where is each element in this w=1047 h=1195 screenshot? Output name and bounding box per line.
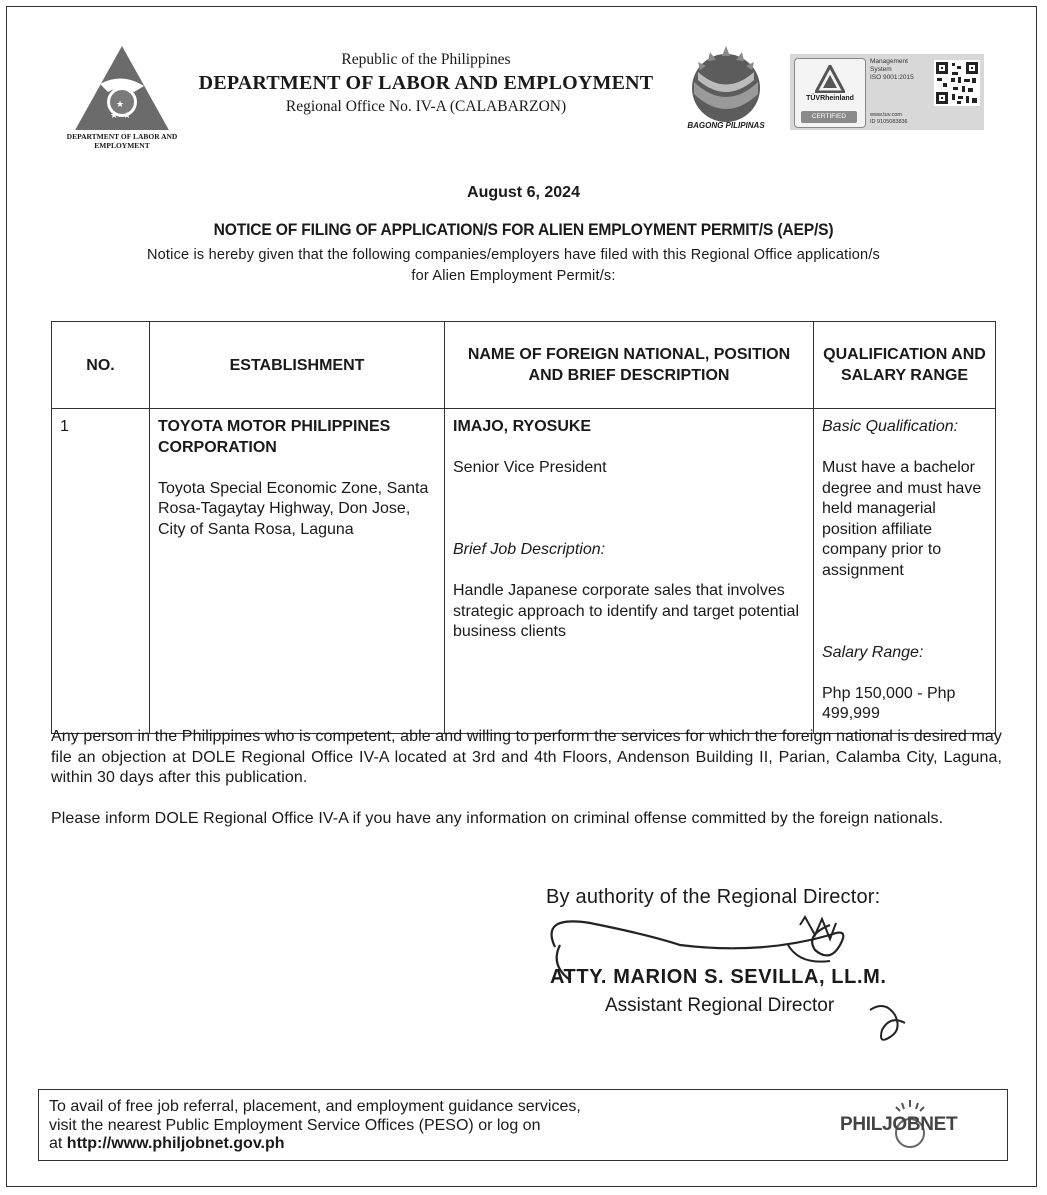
- objection-paragraph: Any person in the Philippines who is competent, able and willing to perform the services for which the foreign national is desired may file an objection at DOLE Regional Office IV-A located at 3rd and 4th Floors, Andenson Building II, Parian, Calamba City, Laguna, within 30 days after this publication.: [51, 728, 1002, 786]
- job-description-label: Brief Job Description:: [453, 541, 606, 558]
- signatory-title: Assistant Regional Director: [605, 995, 835, 1016]
- qualification-cell: [814, 409, 996, 734]
- tuv-certified-label: CERTIFIED: [801, 111, 857, 123]
- bagong-pilipinas-label: BAGONG PILIPINAS: [687, 121, 765, 130]
- aep-table: [51, 321, 996, 734]
- foreign-national-cell: [445, 409, 814, 734]
- qualification-label: Basic Qualification:: [822, 418, 959, 435]
- agency-header: [196, 50, 656, 117]
- authority-line: By authority of the Regional Director:: [546, 886, 881, 908]
- establishment-cell: [150, 409, 445, 734]
- header-no: NO.: [52, 322, 150, 409]
- header-establishment: ESTABLISHMENT: [150, 322, 445, 409]
- regional-office: Regional Office No. IV-A (CALABARZON): [285, 98, 567, 115]
- intro-line-1: Notice is hereby given that the following companies/employers have filed with this Regional Office application/s: [146, 247, 880, 263]
- tuv-badge: [794, 58, 866, 128]
- foreign-national-name: IMAJO, RYOSUKE: [453, 418, 592, 435]
- footer-prefix: at: [49, 1135, 67, 1152]
- table-row: [52, 409, 996, 734]
- cert-web: [870, 112, 934, 126]
- footer-line-2: visit the nearest Public Employment Service Offices (PESO) or log on: [49, 1116, 541, 1134]
- signatory-name: ATTY. MARION S. SEVILLA, LL.M.: [550, 966, 887, 988]
- job-description: Handle Japanese corporate sales that involves strategic approach to identify and target potential business clients: [453, 582, 799, 640]
- inform-paragraph: Please inform DOLE Regional Office IV-A if you have any information on criminal offense committed by the foreign nationals.: [51, 810, 944, 827]
- qr-code-icon: [934, 60, 980, 106]
- notice-intro: [60, 245, 967, 287]
- republic-line: Republic of the Philippines: [341, 51, 511, 68]
- position-title: Senior Vice President: [453, 459, 607, 476]
- footer-line-1: To avail of free job referral, placement, and employment guidance services,: [49, 1098, 581, 1115]
- cert-line-2: System: [870, 66, 892, 73]
- philjobnet-link[interactable]: http://www.philjobnet.gov.ph: [66, 1135, 285, 1152]
- notice-title: NOTICE OF FILING OF APPLICATION/S FOR ALIEN EMPLOYMENT PERMIT/S (AEP/S): [213, 220, 834, 239]
- table-header-row: [52, 322, 996, 409]
- establishment-name: TOYOTA MOTOR PHILIPPINES CORPORATION: [158, 418, 391, 456]
- footer-line-3: [49, 1135, 749, 1154]
- footer-text: [49, 1098, 749, 1154]
- header-foreign-national: NAME OF FOREIGN NATIONAL, POSITION AND BRIEF DESCRIPTION: [445, 322, 814, 409]
- cert-id: ID 9105083836: [870, 119, 908, 125]
- salary-range: Php 150,000 - Php 499,999: [822, 684, 956, 722]
- qualification-text: Must have a bachelor degree and must have held managerial position affiliate company prior to assignment: [822, 459, 982, 579]
- department-name: DEPARTMENT OF LABOR AND EMPLOYMENT: [198, 72, 654, 94]
- notice-date: August 6, 2024: [467, 184, 580, 201]
- cert-details: [870, 58, 934, 82]
- cert-line-3: ISO 9001:2015: [870, 74, 914, 81]
- intro-line-2: for Alien Employment Permit/s:: [411, 268, 616, 284]
- salary-label: Salary Range:: [822, 643, 924, 661]
- svg-text:★: ★: [110, 111, 119, 121]
- svg-text:★: ★: [123, 111, 132, 121]
- dole-logo-caption: DEPARTMENT OF LABOR AND EMPLOYMENT: [66, 132, 178, 150]
- establishment-address: Toyota Special Economic Zone, Santa Rosa-Tagaytay Highway, Don Jose, City of Santa Rosa, Laguna: [158, 479, 429, 538]
- tuv-triangle-icon: [815, 65, 845, 93]
- philjobnet-logo-text: PHILJOBNET: [840, 1114, 958, 1135]
- row-number: 1: [52, 409, 150, 734]
- tuv-brand: TÜVRheinland: [806, 95, 854, 102]
- cert-line-1: Management: [870, 58, 908, 65]
- svg-text:★: ★: [116, 100, 125, 110]
- header-qualification: QUALIFICATION AND SALARY RANGE: [814, 322, 996, 409]
- cert-url: www.tuv.com: [870, 112, 902, 118]
